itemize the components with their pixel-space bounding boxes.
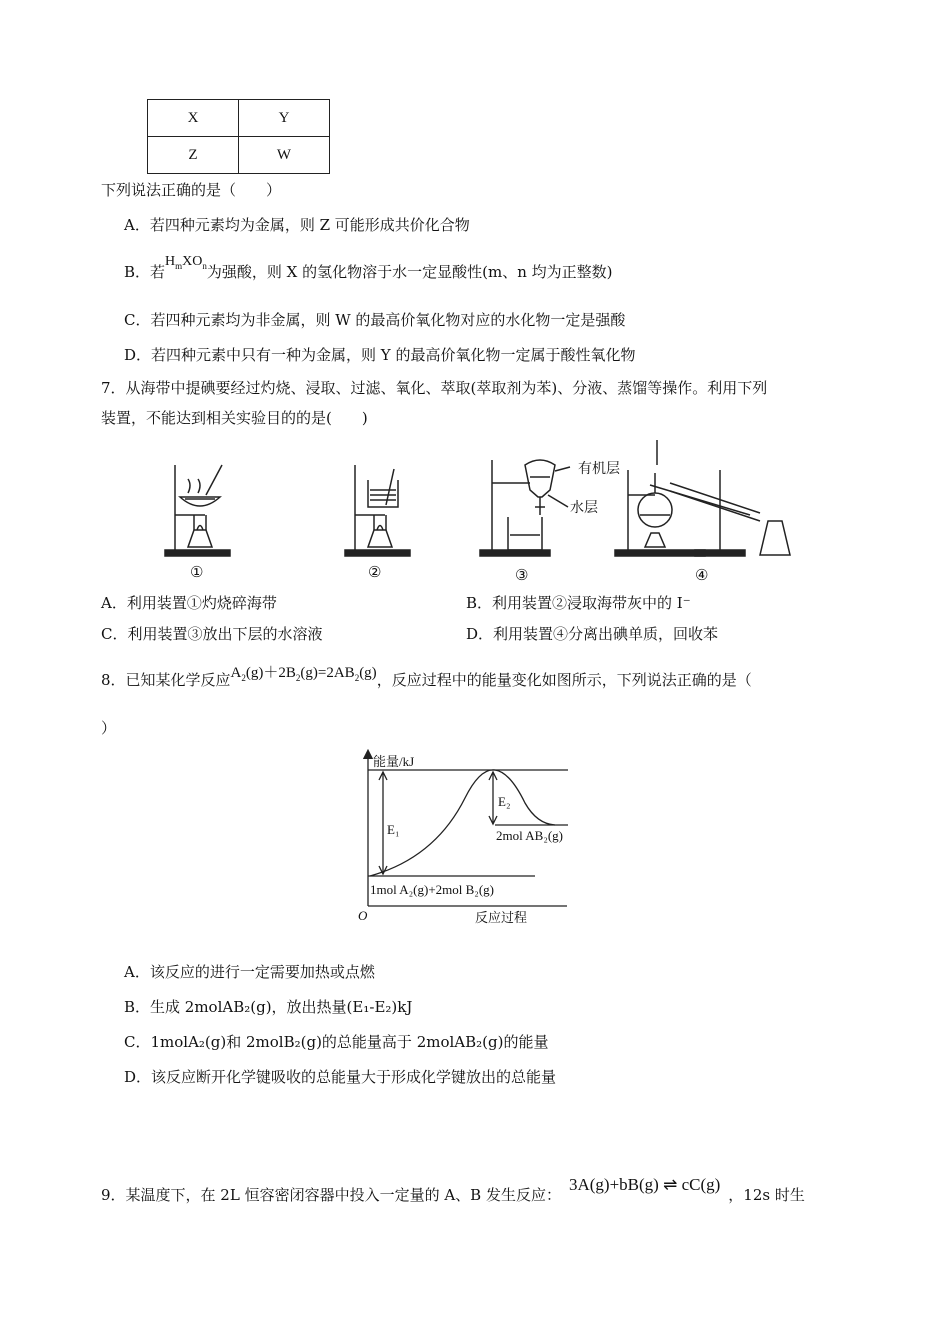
q6-option-d: D．若四种元素中只有一种为金属，则 Y 的最高价氧化物一定属于酸性氧化物 bbox=[124, 346, 636, 364]
table-cell-y: Y bbox=[239, 100, 330, 137]
q6-option-b-pre: B．若 bbox=[124, 263, 166, 281]
eq-sub-2: 2 bbox=[295, 673, 301, 683]
e2-label: E₂ bbox=[498, 794, 511, 809]
apparatus-label-2: ② bbox=[368, 565, 382, 581]
apparatus-3 bbox=[480, 460, 570, 556]
organic-layer-label: 有机层 bbox=[578, 462, 620, 477]
table-cell-z: Z bbox=[148, 137, 239, 174]
q9-stem bbox=[101, 1175, 805, 1205]
q8-stem bbox=[101, 665, 752, 692]
q6-option-a: A．若四种元素均为金属，则 Z 可能形成共价化合物 bbox=[124, 216, 470, 234]
q7-stem-line2: 装置，不能达到相关实验目的的是( ) bbox=[101, 409, 368, 427]
apparatus-2 bbox=[345, 465, 410, 556]
q8-option-b: B．生成 2molAB₂(g)，放出热量(E₁-E₂)kJ bbox=[124, 998, 413, 1016]
q8-equation bbox=[231, 665, 377, 681]
apparatus-4 bbox=[615, 440, 790, 556]
energy-diagram bbox=[355, 748, 585, 928]
element-position-table bbox=[147, 99, 330, 174]
q8-stem-close: ） bbox=[101, 719, 117, 737]
eq-a: A bbox=[230, 665, 242, 681]
eq-part-3: (g) bbox=[359, 665, 377, 681]
q7-option-b: B．利用装置②浸取海带灰中的 I⁻ bbox=[466, 594, 691, 612]
formula-m: m bbox=[175, 261, 183, 271]
product-label: 2mol AB₂(g) bbox=[496, 828, 564, 843]
q7-option-c: C．利用装置③放出下层的水溶液 bbox=[101, 625, 323, 643]
apparatus-label-1: ① bbox=[190, 565, 204, 581]
q9-equation: 3A(g)+bB(g) ⇌ cC(g) bbox=[568, 1175, 721, 1194]
q9-stem-post: ，12s 时生 bbox=[728, 1186, 805, 1204]
q8-option-d: D．该反应断开化学键吸收的总能量大于形成化学键放出的总能量 bbox=[124, 1068, 557, 1086]
q6-option-b bbox=[124, 254, 613, 284]
eq-sub-3: 2 bbox=[354, 673, 360, 683]
water-layer-label: 水层 bbox=[570, 501, 598, 516]
apparatus-label-3: ③ bbox=[515, 568, 529, 584]
table-cell-x: X bbox=[148, 100, 239, 137]
reactant-label: 1mol A₂(g)+2mol B₂(g) bbox=[370, 882, 495, 897]
q9-stem-pre: 9．某温度下，在 2L 恒容密闭容器中投入一定量的 A、B 发生反应： bbox=[101, 1186, 561, 1204]
origin-label: O bbox=[358, 908, 368, 923]
q7-option-a: A．利用装置①灼烧碎海带 bbox=[101, 594, 277, 612]
apparatus-figure bbox=[150, 435, 810, 585]
q7-stem-line1: 7．从海带中提碘要经过灼烧、浸取、过滤、氧化、萃取(萃取剂为苯)、分液、蒸馏等操作。利用下列 bbox=[101, 379, 768, 397]
apparatus-label-4: ④ bbox=[695, 568, 709, 584]
q6-stem: 下列说法正确的是（ ） bbox=[101, 181, 282, 199]
apparatus-1 bbox=[165, 465, 230, 556]
formula-h: H bbox=[165, 254, 176, 269]
q7-option-d: D．利用装置④分离出碘单质，回收苯 bbox=[466, 625, 719, 643]
q8-option-c: C．1molA₂(g)和 2molB₂(g)的总能量高于 2molAB₂(g)的能量 bbox=[124, 1033, 549, 1051]
q6-option-c: C．若四种元素均为非金属，则 W 的最高价氧化物对应的水化物一定是强酸 bbox=[124, 311, 626, 329]
q8-option-a: A．该反应的进行一定需要加热或点燃 bbox=[124, 963, 375, 981]
q8-stem-pre: 8．已知某化学反应 bbox=[101, 671, 231, 689]
eq-part-2: (g)=2AB bbox=[300, 665, 355, 681]
q6-option-b-post: 为强酸，则 X 的氢化物溶于水一定显酸性(m、n 均为正整数) bbox=[206, 263, 613, 281]
y-axis-label: 能量/kJ bbox=[373, 754, 415, 769]
q6-formula bbox=[165, 254, 207, 269]
table-cell-w: W bbox=[239, 137, 330, 174]
q8-stem-post: ，反应过程中的能量变化如图所示，下列说法正确的是（ bbox=[376, 671, 752, 689]
formula-xo: XO bbox=[182, 254, 203, 269]
e1-label: E₁ bbox=[387, 822, 400, 837]
x-axis-label: 反应过程 bbox=[475, 910, 528, 925]
formula-n: n bbox=[202, 261, 207, 271]
eq-part-1: (g)＋2B bbox=[245, 665, 296, 681]
eq-sub-1: 2 bbox=[241, 673, 246, 683]
